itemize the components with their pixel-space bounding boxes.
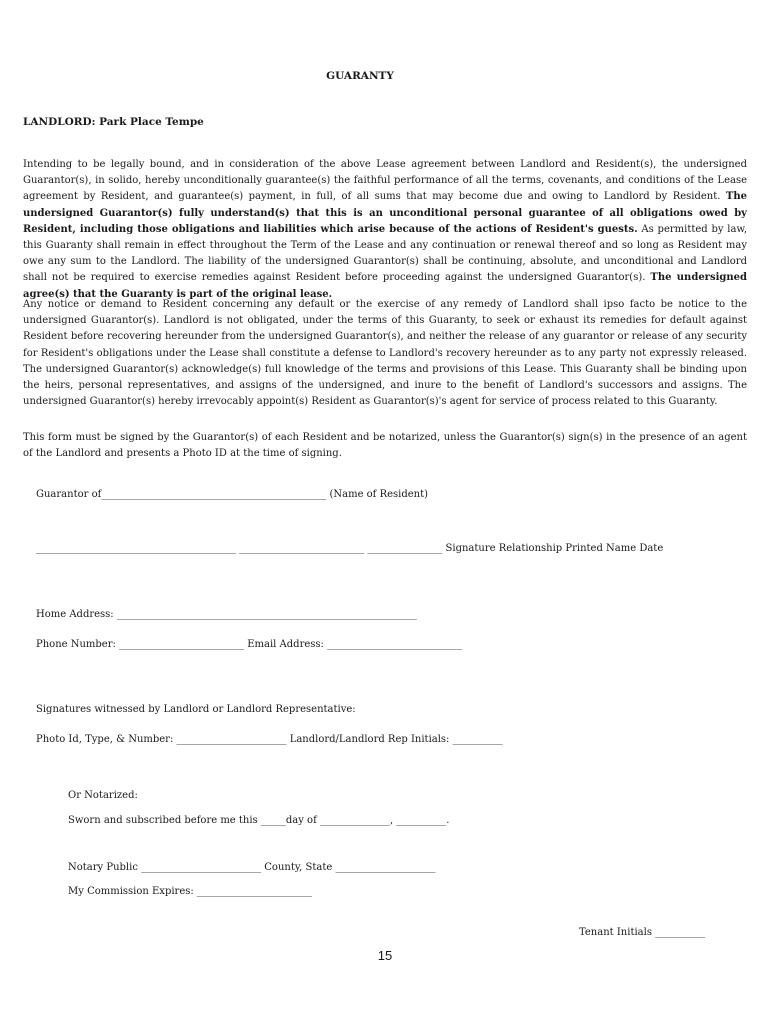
guaranty-paragraph-3: This form must be signed by the Guarantor(s) of each Resident and be notarized, unless the Guarantor(s) sign(s) in the presence of an agent of the Landlord and presents a Photo ID at the time of signing. — [23, 432, 747, 460]
p1-text-bold-d: The undersigned agree(s) that the Guaranty is part of the original lease. — [23, 272, 747, 300]
page-number: 15 — [377, 948, 393, 963]
home-address-line: Home Address: ____________________________________________________________ — [36, 609, 417, 620]
phone-email-line: Phone Number: _________________________ Email Address: ___________________________ — [36, 639, 463, 650]
p1-text-c: As permitted by law, this Guaranty shall remain in effect throughout the Term of the Lease and any continuation or renewal thereof and so long as Resident may owe any sum to the Landlord. The liability of the undersigned Guarantor(s) shall be continuing, absolute, and unconditional and Landlord shall not be required to exercise remedies against Resident before proceeding against the undersigned Guarantor(s). — [23, 223, 747, 284]
p1-text-bold-b: The undersigned Guarantor(s) fully understand(s) that this is an unconditional personal guarantee of all obligations owed by Resident, including those obligations and liabilities which arise because of the actions of Resident's guests. — [23, 191, 747, 235]
tenant-initials-line: Tenant Initials __________ — [579, 927, 706, 938]
document-title: GUARANTY — [326, 70, 394, 82]
guaranty-paragraph-2: Any notice or demand to Resident concerning any default or the exercise of any remedy of Landlord shall ipso facto be notice to the undersigned Guarantor(s). Landlord is not obligated, under the terms of this Guaranty, to seek or exhaust its remedies for default against Resident before recovering hereunder from the undersigned Guarantor(s), and neither the release of any guarantor or release of any security for Resident's obligations under the Lease shall constitute a defense to Landlord's recovery hereunder as to any party not expressly released. The undersigned Guarantor(s) acknowledge(s) full knowledge of the terms and provisions of this Lease. This Guaranty shall be binding upon the heirs, personal representatives, and assigns of the undersigned, and inure to the benefit of Landlord's successors and assigns. The undersigned Guarantor(s) hereby irrevocably appoint(s) Resident as Guarantor(s)'s agent for service of process related to this Guaranty. — [23, 299, 747, 408]
witnessed-line: Signatures witnessed by Landlord or Landlord Representative: — [36, 704, 356, 715]
or-notarized-line: Or Notarized: — [68, 790, 138, 801]
guarantor-of-line: Guarantor of_____________________________________________ (Name of Resident) — [36, 489, 429, 500]
sworn-line: Sworn and subscribed before me this _____day of ______________, __________. — [68, 815, 450, 826]
photo-id-line: Photo Id, Type, & Number: ______________________ Landlord/Landlord Rep Initials: __________ — [36, 734, 503, 745]
landlord-line: LANDLORD: Park Place Tempe — [23, 116, 204, 128]
commission-line: My Commission Expires: _______________________ — [68, 886, 312, 897]
guaranty-paragraph-1 — [23, 157, 747, 303]
notary-line: Notary Public ________________________ County, State ____________________ — [68, 862, 436, 873]
p1-text-a: Intending to be legally bound, and in consideration of the above Lease agreement between Landlord and Resident(s), the undersigned Guarantor(s), in solido, hereby unconditionally guarantee(s) the faithful performance of all the terms, covenants, and conditions of the Lease agreement by Resident, and guarantee(s) payment, in full, of all sums that may become due and owing to Landlord by Resident. — [23, 159, 747, 203]
signature-line: ________________________________________ _________________________ _______________ Signature Relationship Printed Name Date — [36, 543, 664, 554]
